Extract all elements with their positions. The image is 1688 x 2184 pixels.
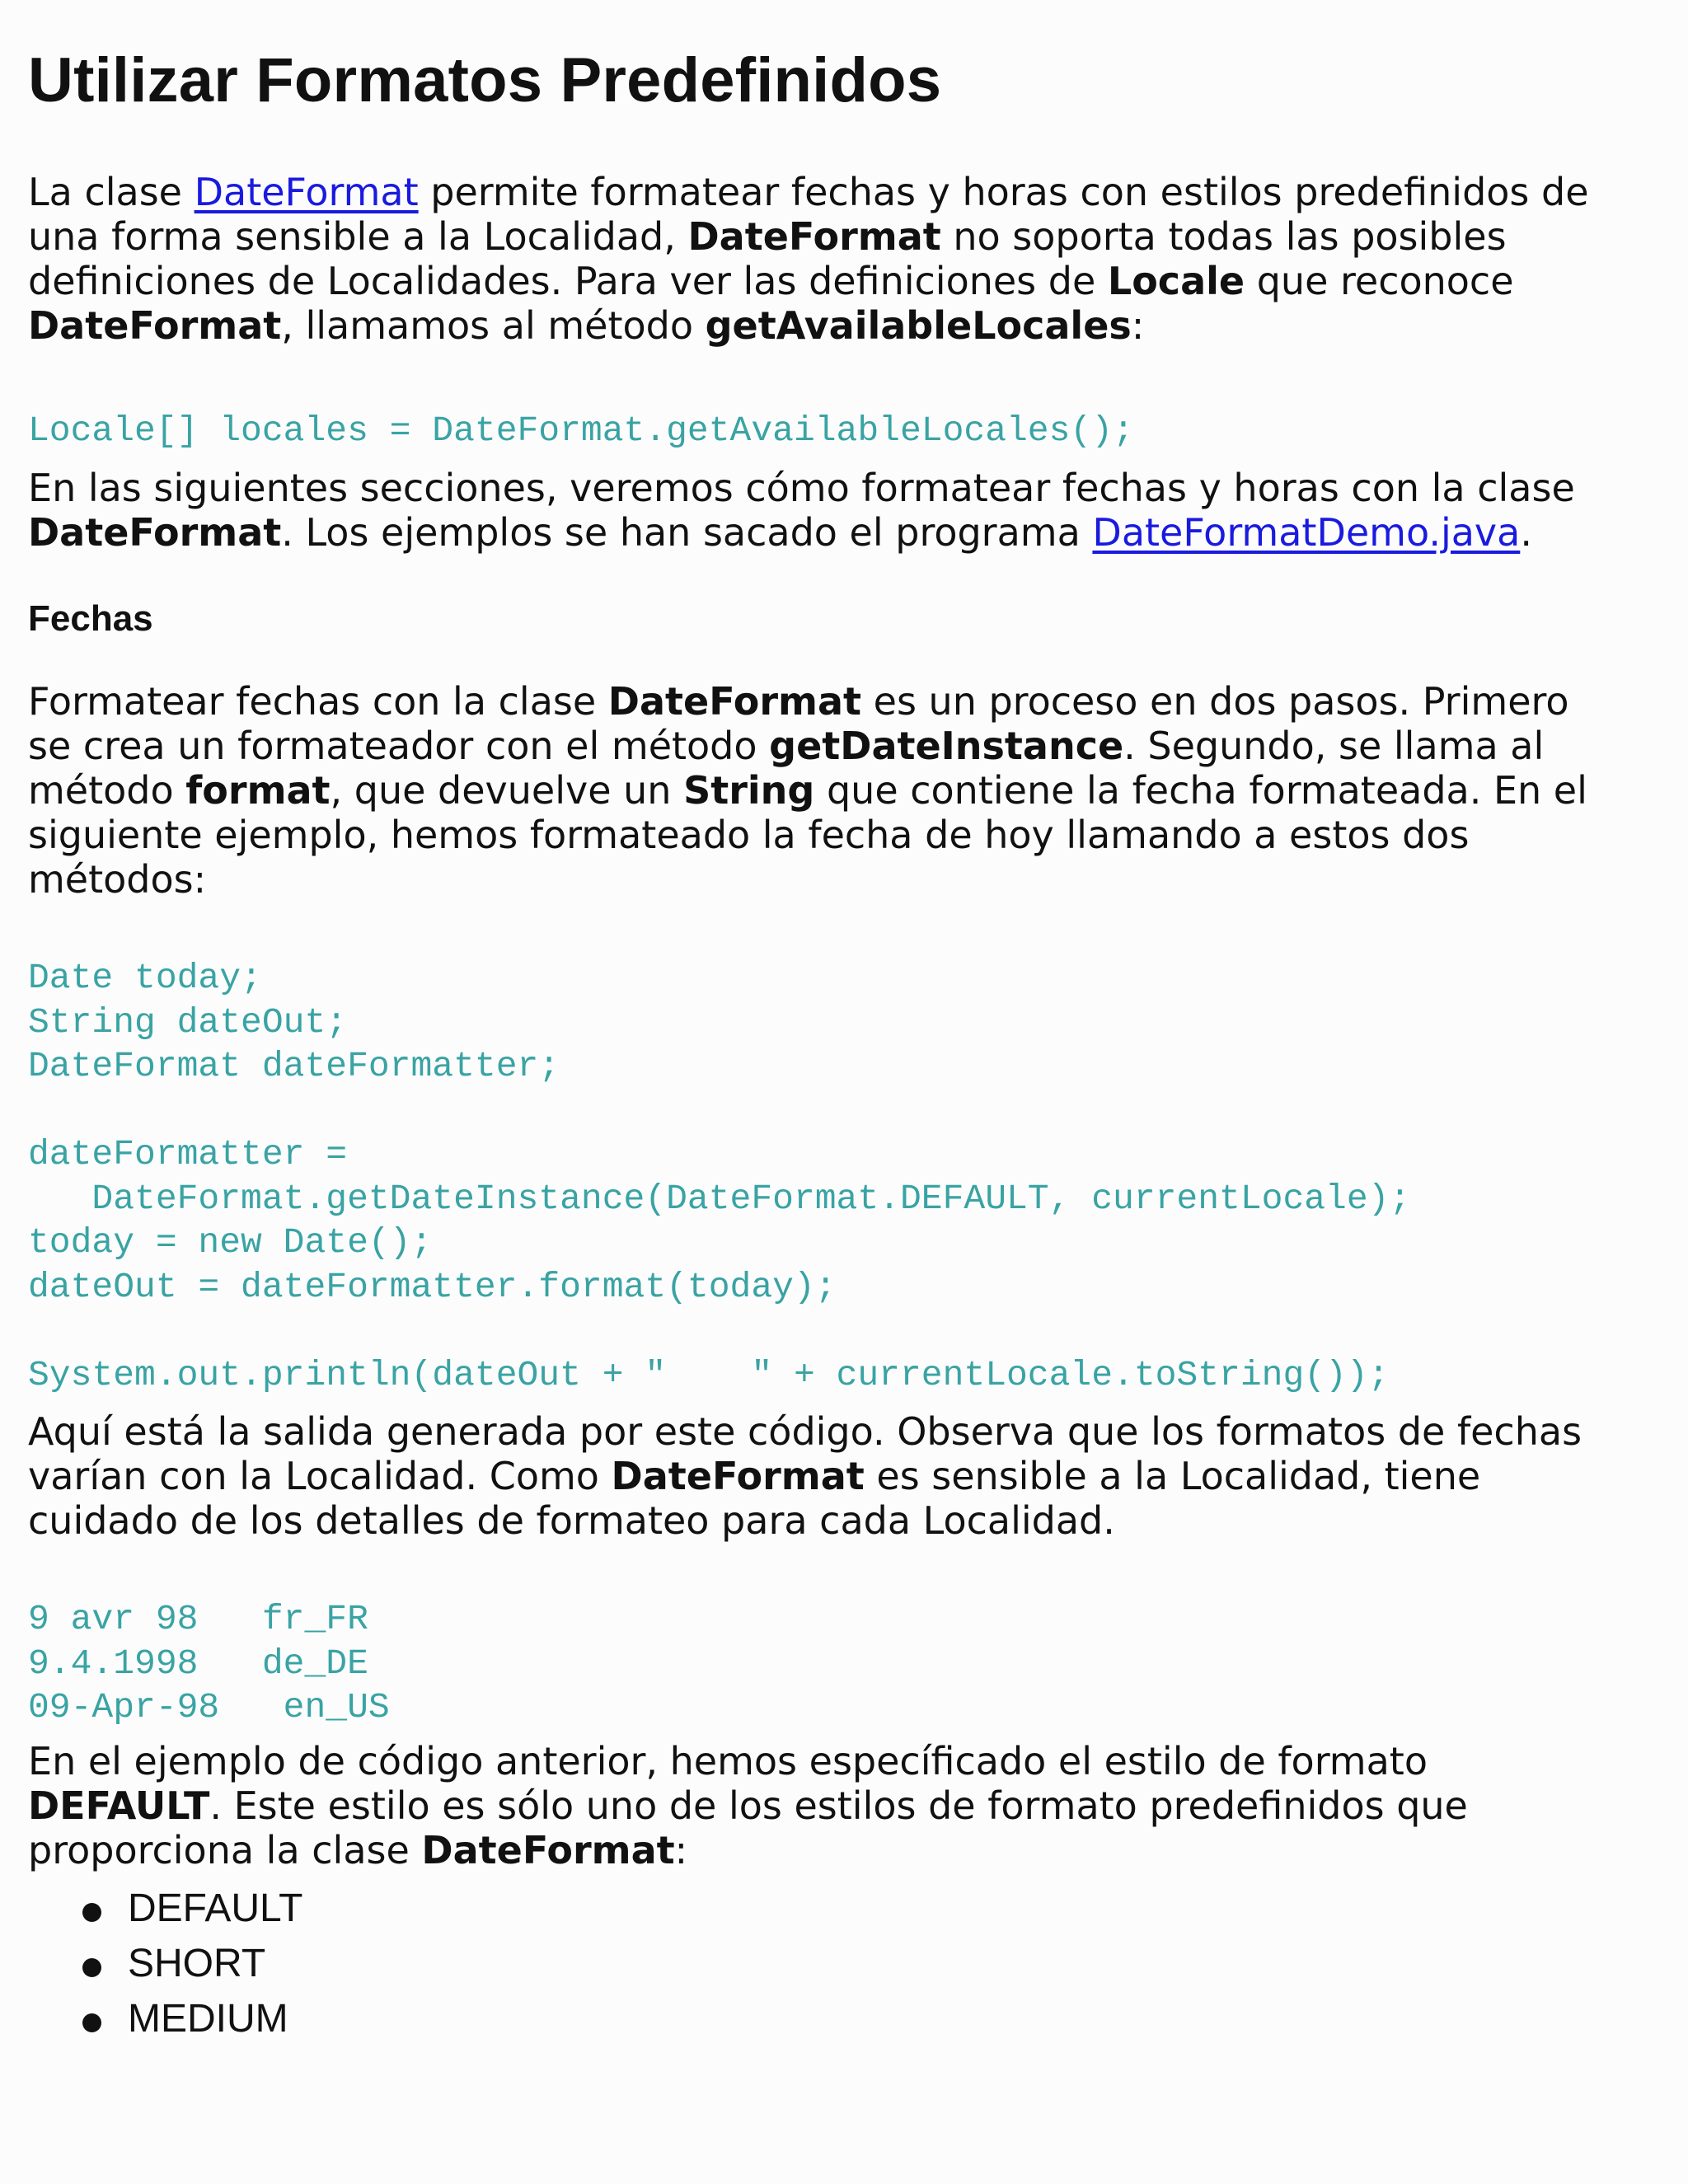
code-date-format-example: Date today; String dateOut; DateFormat dateFormatter; dateFormatter = DateFormat.getDateInstance(DateFormat.DEFAULT, currentLocale); today = new Date(); dateOut = dateFormatter.format(today); System.out.println(dateOut + " " + currentLocale.toString());: [28, 958, 1411, 1395]
intro-paragraph: La clase DateFormat permite formatear fechas y horas con estilos predefinidos de una forma sensible a la Localidad, DateFormat no soporta todas las posibles definiciones de Localidades. Para ver las definiciones de Locale que reconoce DateFormat, llamamos al método getAvailableLocales:: [28, 170, 1589, 348]
sections-paragraph: En las siguientes secciones, veremos cómo formatear fechas y horas con la clase DateFormat. Los ejemplos se han sacado el programa DateFormatDemo.java.: [28, 466, 1575, 555]
bullet-icon: [82, 2013, 101, 2032]
page-title: Utilizar Formatos Predefinidos: [28, 45, 942, 115]
list-item: MEDIUM: [82, 1991, 302, 2046]
format-styles-list: [82, 1881, 302, 2046]
bullet-icon: [82, 1958, 101, 1977]
code-output-sample: 9 avr 98 fr_FR 9.4.1998 de_DE 09-Apr-98 en_US: [28, 1599, 390, 1727]
code-get-available-locales: Locale[] locales = DateFormat.getAvailableLocales();: [28, 410, 1134, 451]
output-paragraph: Aquí está la salida generada por este código. Observa que los formatos de fechas varían con la Localidad. Como DateFormat es sensible a la Localidad, tiene cuidado de los detalles de formateo para cada Localidad.: [28, 1409, 1582, 1543]
bullet-icon: [82, 1903, 101, 1922]
section-heading-fechas: Fechas: [28, 598, 153, 639]
default-style-paragraph: En el ejemplo de código anterior, hemos específicado el estilo de formato DEFAULT. Este estilo es sólo uno de los estilos de formato predefinidos que proporciona la clase DateFormat:: [28, 1739, 1468, 1872]
list-item: SHORT: [82, 1936, 302, 1991]
dateformatdemo-link[interactable]: DateFormatDemo.java: [1092, 510, 1521, 555]
fechas-paragraph: Formatear fechas con la clase DateFormat es un proceso en dos pasos. Primero se crea un formateador con el método getDateInstance. Segundo, se llama al método format, que devuelve un String que contiene la fecha formateada. En el siguiente ejemplo, hemos formateado la fecha de hoy llamando a estos dos métodos:: [28, 679, 1587, 902]
dateformat-link[interactable]: DateFormat: [194, 170, 419, 214]
list-item: DEFAULT: [82, 1881, 302, 1936]
